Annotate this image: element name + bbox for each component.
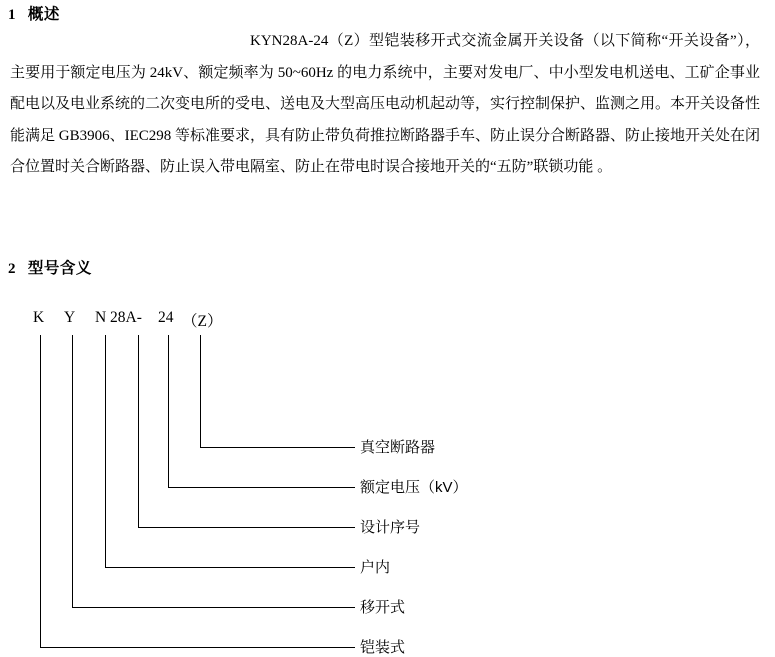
section-number-2: 2 [8,261,16,277]
code-char-28a: 28A- [110,309,142,326]
leader-line-horizontal-5 [72,607,355,608]
callout-label-vacuum-breaker: 真空断路器 [360,439,436,456]
leader-line-vertical-1 [200,335,201,448]
leader-line-horizontal-4 [105,567,355,568]
code-char-k: K [33,309,45,326]
leader-line-vertical-6 [40,335,41,648]
leader-line-horizontal-2 [168,487,355,488]
leader-line-vertical-2 [168,335,169,488]
section-heading-1 [8,2,60,24]
callout-label-withdrawable: 移开式 [360,599,406,616]
model-designation-diagram [0,295,775,656]
callout-label-armoured: 铠装式 [360,639,406,656]
section-number-1: 1 [8,7,16,23]
section-heading-2 [8,256,92,278]
leader-line-vertical-5 [72,335,73,608]
code-char-n: N [95,309,107,326]
callout-label-indoor: 户内 [360,559,391,576]
leader-line-horizontal-6 [40,647,355,648]
code-char-24: 24 [158,309,174,326]
overview-paragraph [10,26,760,184]
section-title-2: 型号含义 [27,260,92,277]
code-char-z: （Z） [182,313,223,330]
section-title-1: 概述 [27,6,60,23]
overview-paragraph-text: KYN28A-24（Z）型铠装移开式交流金属开关设备（以下简称“开关设备”），主要用于额定电压为 24kV、额定频率为 50~60Hz 的电力系统中，主要对发电厂、中小型发电机送电、工矿企事业配电以及电业系统的二次变电所的受电、送电及大型高压电动机起动等，实行控制保护、监测之用。本开关设备性能满足 GB3906、IEC298 等标准要求，具有防止带负荷推拉断路器手车、防止误分合断路器、防止接地开关处在闭合位置时关合断路器、防止误入带电隔室、防止在带电时误合接地开关的“五防”联锁功能 。 [10,33,761,175]
callout-label-design-serial: 设计序号 [360,519,421,536]
leader-line-vertical-4 [105,335,106,568]
code-char-y: Y [64,309,76,326]
leader-line-horizontal-3 [138,527,355,528]
leader-line-horizontal-1 [200,447,355,448]
leader-line-vertical-3 [138,335,139,528]
callout-label-rated-voltage: 额定电压（kV） [360,479,468,496]
